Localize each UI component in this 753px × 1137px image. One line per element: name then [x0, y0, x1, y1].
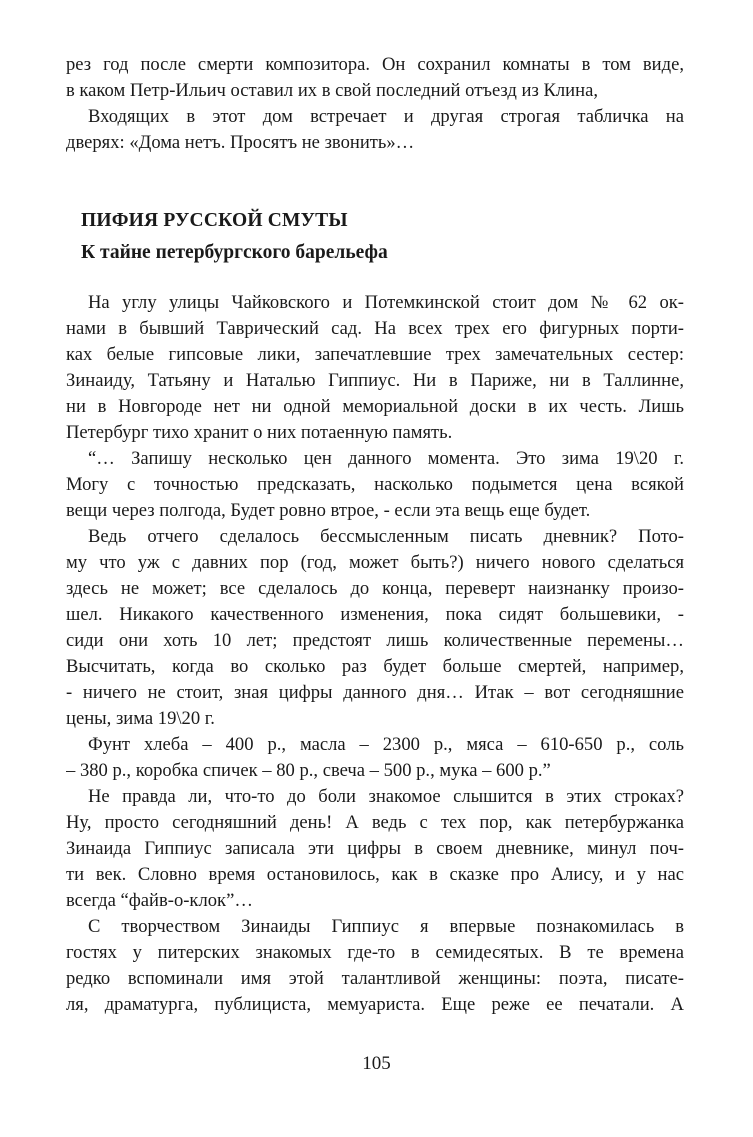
paragraph	[66, 524, 684, 732]
text-line: Высчитать, когда во сколько раз будет больше смертей, например,	[66, 656, 684, 677]
text-line: Зинаиду, Татьяну и Наталью Гиппиус. Ни в Париже, ни в Таллинне,	[66, 370, 684, 391]
text-line: в каком Петр-Ильич оставил их в свой последний отъезд из Клина,	[66, 80, 598, 101]
text-line: сиди они хоть 10 лет; предстоят лишь количественные перемены…	[66, 630, 684, 651]
paragraph	[66, 290, 684, 446]
text-line: гостях у питерских знакомых где-то в семидесятых. В те времена	[66, 942, 684, 963]
text-line: - ничего не стоит, зная цифры данного дня… Итак – вот сегодняшние	[66, 682, 684, 703]
text-line: Ну, просто сегодняшний день! А ведь с тех пор, как петербуржанка	[66, 812, 684, 833]
text-line: ля, драматурга, публициста, мемуариста. Еще реже ее печатали. А	[66, 994, 684, 1015]
text-line: редко вспоминали имя этой талантливой женщины: поэта, писате-	[66, 968, 684, 989]
text-line: всегда “файв-о-клок”…	[66, 890, 253, 911]
text-line: ти век. Словно время остановилось, как в сказке про Алису, и у нас	[66, 864, 684, 885]
text-line: вещи через полгода, Будет ровно втрое, - если эта вещь еще будет.	[66, 500, 591, 521]
chapter-subtitle: К тайне петербургского барельефа	[81, 242, 388, 263]
text-line: – 380 р., коробка спичек – 80 р., свеча – 500 р., мука – 600 р.”	[66, 760, 551, 781]
paragraph	[66, 732, 684, 784]
text-line: ках белые гипсовые лики, запечатлевшие трех замечательных сестер:	[66, 344, 684, 365]
paragraph	[66, 52, 684, 104]
text-line: му что уж с давних пор (год, может быть?) ничего нового сделаться	[66, 552, 684, 573]
text-line: рез год после смерти композитора. Он сохранил комнаты в том виде,	[66, 54, 684, 75]
main-text-block	[66, 290, 684, 1018]
text-line: цены, зима 19\20 г.	[66, 708, 215, 729]
text-line: шел. Никакого качественного изменения, пока сидят большевики, -	[66, 604, 684, 625]
text-line: здесь не может; все сделалось до конца, переверт наизнанку произо-	[66, 578, 684, 599]
text-line: Не правда ли, что-то до боли знакомое слышится в этих строках?	[88, 786, 684, 807]
text-line: Входящих в этот дом встречает и другая строгая табличка на	[88, 106, 684, 127]
paragraph	[66, 784, 684, 914]
text-line: С творчеством Зинаиды Гиппиус я впервые познакомилась в	[88, 916, 684, 937]
text-line: Зинаида Гиппиус записала эти цифры в своем дневнике, минул поч-	[66, 838, 684, 859]
text-line: На углу улицы Чайковского и Потемкинской стоит дом № 62 ок-	[88, 292, 684, 313]
text-line: ни в Новгороде нет ни одной мемориальной доски в их честь. Лишь	[66, 396, 684, 417]
chapter-title: ПИФИЯ РУССКОЙ СМУТЫ	[81, 210, 348, 231]
text-line: “… Запишу несколько цен данного момента. Это зима 19\20 г.	[88, 448, 684, 469]
text-line: дверях: «Дома нетъ. Просятъ не звонить»…	[66, 132, 415, 153]
text-line: Могу с точностью предсказать, насколько подымется цена всякой	[66, 474, 684, 495]
text-line: Ведь отчего сделалось бессмысленным писать дневник? Пото-	[88, 526, 684, 547]
paragraph	[66, 104, 684, 156]
text-line: Фунт хлеба – 400 р., масла – 2300 р., мяса – 610-650 р., соль	[88, 734, 684, 755]
text-line: нами в бывший Таврический сад. На всех трех его фигурных порти-	[66, 318, 684, 339]
page-number: 105	[362, 1053, 391, 1074]
paragraph	[66, 914, 684, 1018]
paragraph	[66, 446, 684, 524]
top-text-block	[66, 52, 684, 156]
text-line: Петербург тихо хранит о них потаенную память.	[66, 422, 453, 443]
